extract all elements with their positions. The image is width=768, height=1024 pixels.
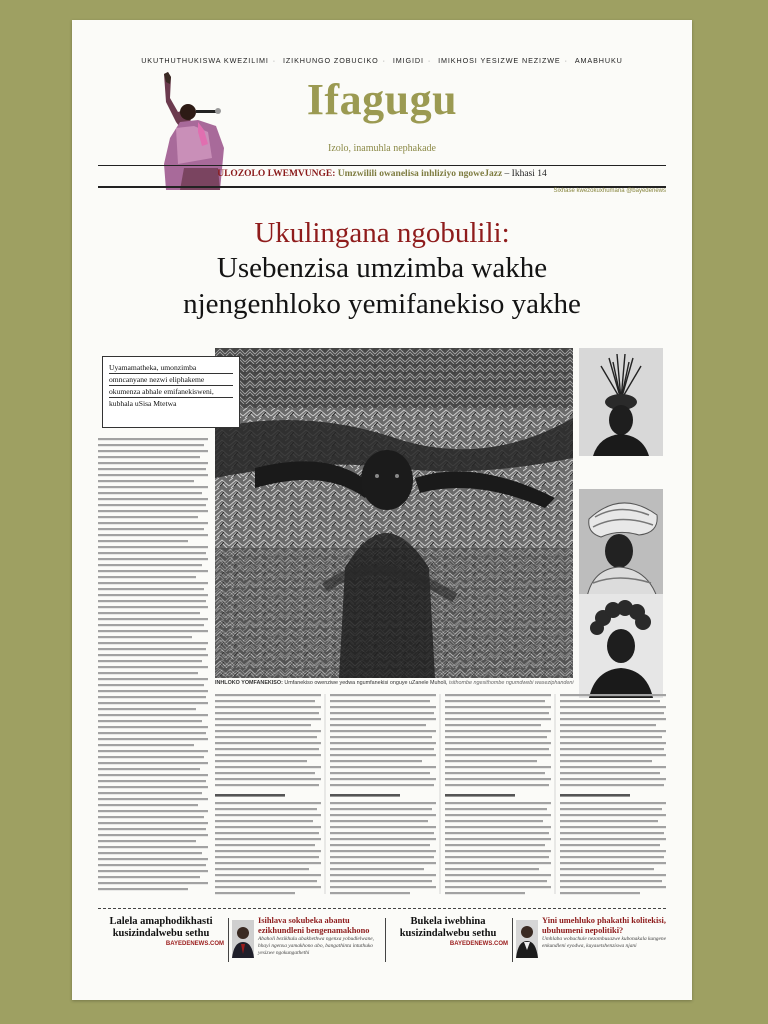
pull-quote-line: Uyamamatheka, umonzimba — [109, 363, 197, 372]
nav-separator: · — [272, 56, 277, 65]
ticker-page: – Ikhasi 14 — [504, 169, 547, 179]
caption-source: isithombe ngesithombe ngumdwebi waseziphandeni — [448, 680, 574, 686]
article-column-1 — [98, 438, 210, 900]
webinar-promo-line-2: kusizindalwebu sethu — [399, 928, 497, 939]
side-portrait-crown — [579, 594, 663, 698]
story-thumbnail-man — [232, 920, 254, 958]
story-title[interactable]: Isihlava sokubeka abantu ezikhundleni bengenamakhono — [258, 916, 370, 935]
side-portrait-headdress — [579, 348, 663, 456]
masthead-rule-top — [98, 165, 666, 166]
nav-separator: · — [427, 56, 432, 65]
main-headline — [72, 216, 692, 322]
caption-text: Umfanekiso owenziwe yedwa ngumfanekisi onguye uZanele Muholi, — [284, 680, 448, 686]
story-thumbnail-politician — [516, 920, 538, 958]
headline-kicker: Ukulingana ngobulili: — [254, 217, 510, 249]
footer-rule — [98, 908, 666, 909]
nav-item-language[interactable]: UKUTHUTHUKISWA KWEZILIMI — [141, 56, 269, 65]
footer-divider — [228, 918, 229, 962]
photo-caption — [215, 680, 635, 686]
footer-divider — [512, 918, 513, 962]
nav-separator: · — [382, 56, 386, 65]
webinar-promo-url[interactable]: BAYEDENEWS.COM — [449, 941, 508, 947]
side-portrait-turban — [579, 489, 663, 597]
story-link-politics[interactable] — [542, 916, 666, 966]
story-title[interactable]: Yini umehluko phakathi kolitekisi, ubuhumeni nepolitiki? — [542, 916, 666, 935]
podcast-promo[interactable] — [98, 916, 224, 966]
pull-quote-line: okumenza abhale emifanekisweni, — [109, 385, 233, 397]
podcast-promo-line-1: Lalela amaphodikhasti — [109, 916, 213, 927]
nav-item-books[interactable]: AMABHUKU — [574, 56, 623, 65]
article-columns-lower — [215, 694, 667, 900]
masthead-title: Ifagugu — [306, 75, 458, 124]
podcast-promo-line-2: kusizindalwebu sethu — [112, 928, 210, 939]
pull-quote — [102, 356, 240, 428]
ticker-label: ULOZOLO LWEMVUNGE: — [217, 169, 336, 179]
masthead-tagline: Izolo, inamuhla nephakade — [327, 143, 436, 154]
main-photo-tree — [215, 348, 573, 678]
podcast-promo-url[interactable]: BAYEDENEWS.COM — [165, 941, 224, 947]
story-summary: Abaholi bezikhulu abakhethwa ngenxa yobudlelwane, hhayi ngenxa yamakhono abo, bangathinta intuthuko yesizwe ngokungathethi — [258, 936, 375, 956]
newspaper-page — [72, 20, 692, 1000]
caption-label: INHLOKO YOMFANEKISO: — [215, 680, 283, 686]
nav-item-events[interactable]: IMIGIDI — [392, 56, 424, 65]
ticker-text[interactable]: Umzwilili owanelisa inhliziyo ngoweJazz — [337, 169, 503, 179]
webinar-promo[interactable] — [388, 916, 508, 966]
webinar-promo-line-1: Bukela iwebhina — [410, 916, 486, 927]
nav-separator: · — [564, 56, 568, 65]
headline-line-3: njengenhloko yemifanekiso yakhe — [183, 288, 581, 320]
social-handle[interactable]: Sixhase kwezokuxhumana @bayedenews — [553, 188, 666, 194]
nav-item-festivals[interactable]: IMIKHOSI YESIZWE NEZIZWE — [438, 56, 561, 65]
story-summary: Umhlaba wobuchule nezombusazwe kubonakala kungene enkundleni eyodwa, kuyasetshenziswa njani — [542, 936, 666, 949]
nav-item-arts-institutions[interactable]: IZIKHUNGO ZOBUCIKO — [282, 56, 379, 65]
headline-line-2: Usebenzisa umzimba wakhe — [216, 252, 548, 284]
pull-quote-line: omncanyane nezwi eliphakeme — [109, 373, 233, 385]
story-link-appointments[interactable] — [258, 916, 382, 966]
top-navigation — [72, 56, 692, 65]
footer-divider — [385, 918, 386, 962]
ticker-bar[interactable] — [98, 169, 666, 179]
pull-quote-byline: kubhala uSisa Mtetwa — [109, 397, 233, 409]
